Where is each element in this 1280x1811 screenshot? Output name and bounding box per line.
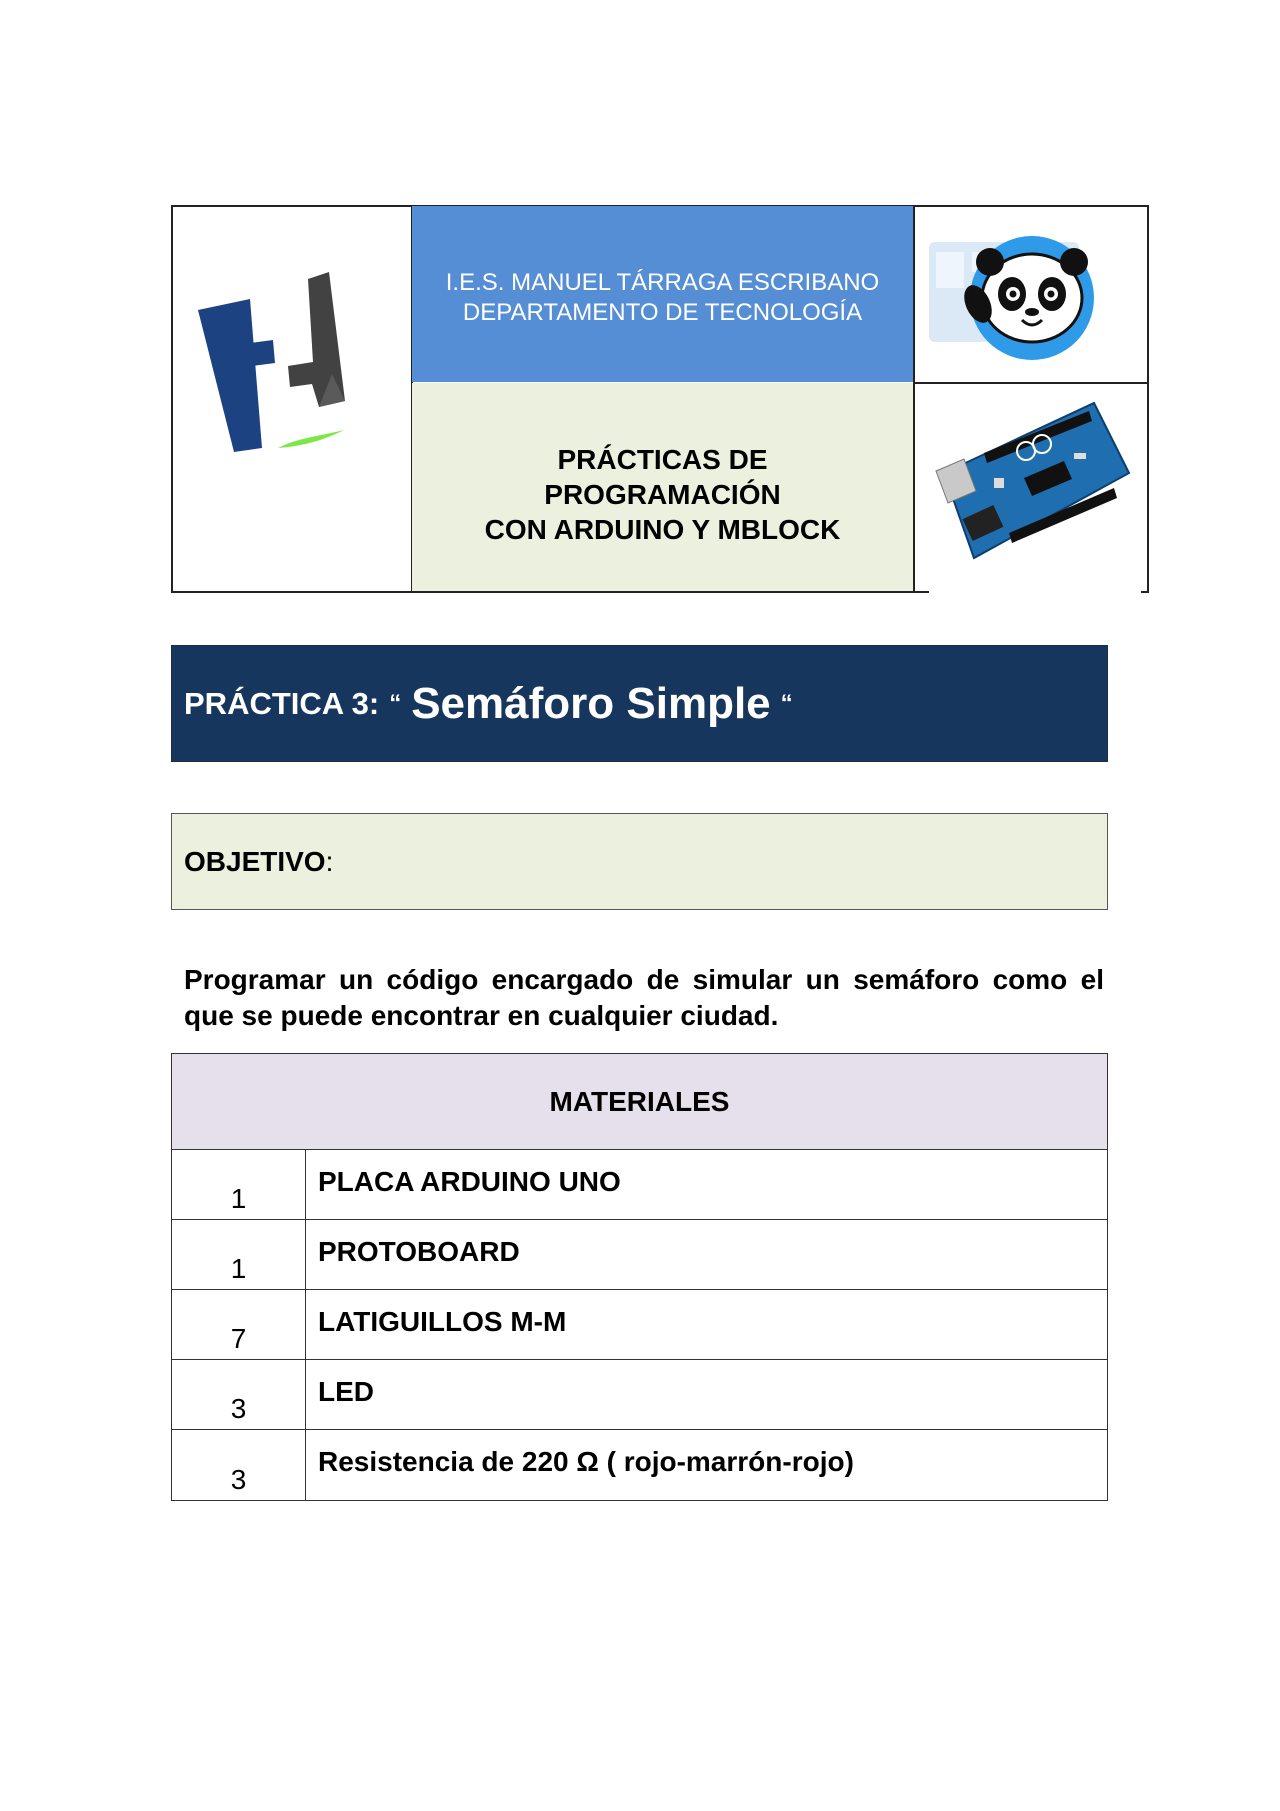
- mblock-panda-logo: [914, 206, 1148, 382]
- panda-icon: [914, 206, 1148, 382]
- arduino-board-image: [914, 383, 1148, 591]
- table-row: [172, 1220, 1107, 1290]
- arduino-board-icon: [914, 383, 1148, 591]
- objective-text: Programar un código encargado de simular un semáforo como el que se puede encontrar en cualquier ciudad.: [184, 964, 1104, 1031]
- material-quantity: 7: [172, 1290, 306, 1359]
- school-logo-image: [172, 206, 411, 591]
- material-quantity: 3: [172, 1360, 306, 1429]
- material-name: PROTOBOARD: [318, 1236, 520, 1267]
- table-row: [172, 1430, 1107, 1500]
- school-name-banner: [412, 206, 913, 382]
- objective-colon: :: [325, 845, 334, 877]
- header-table: [171, 205, 1149, 593]
- course-title-line-2: PROGRAMACIÓN: [544, 478, 781, 510]
- table-row: [172, 1360, 1107, 1430]
- material-name: LATIGUILLOS M-M: [318, 1306, 567, 1337]
- practice-title-bar: [171, 645, 1108, 762]
- objective-header: [171, 813, 1108, 910]
- materials-table: [171, 1053, 1108, 1501]
- course-title: [412, 383, 913, 591]
- table-row: [172, 1150, 1107, 1220]
- material-quantity: 1: [172, 1220, 306, 1289]
- objective-label: OBJETIVO: [184, 845, 326, 877]
- course-title-line-3: CON ARDUINO Y MBLOCK: [484, 513, 841, 545]
- table-row: [172, 1290, 1107, 1360]
- course-title-line-1: PRÁCTICAS DE: [557, 443, 768, 475]
- material-quantity: 1: [172, 1150, 306, 1219]
- practice-title: Semáforo Simple: [411, 678, 771, 728]
- material-quantity: 3: [172, 1430, 306, 1500]
- material-name: Resistencia de 220 Ω ( rojo-marrón-rojo): [318, 1446, 854, 1477]
- school-logo: [172, 206, 411, 591]
- close-quote: “: [780, 689, 793, 717]
- material-name: PLACA ARDUINO UNO: [318, 1166, 621, 1197]
- material-name: LED: [318, 1376, 374, 1407]
- department-name: DEPARTAMENTO DE TECNOLOGÍA: [462, 299, 863, 326]
- practice-number: PRÁCTICA 3:: [184, 685, 380, 721]
- school-name: I.E.S. MANUEL TÁRRAGA ESCRIBANO: [445, 269, 880, 296]
- open-quote: “: [389, 689, 402, 717]
- materials-header: MATERIALES: [172, 1054, 1107, 1150]
